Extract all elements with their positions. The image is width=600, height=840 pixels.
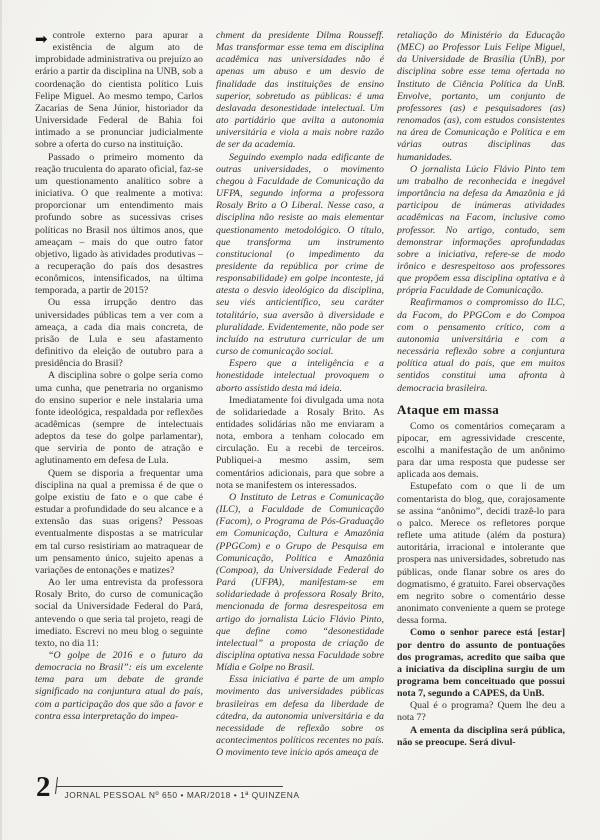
footer-issue-text: JORNAL PESSOAL Nº 650 • MAR/2018 • 1ª QUINZENA (56, 786, 283, 800)
article-columns (35, 30, 565, 775)
article-paragraph: A disciplina sobre o golpe seria como uma cunha, que penetraria no organismo do ensino superior e nele instalaria uma fonte ideológica, respaldada por reflexões acadêmicas (sempre de intelectuais adeptos da tese do golpe parlamentar), que serviria de ponto de atração e aglutinamento em defesa de Lula. (35, 370, 203, 467)
article-paragraph: ➡ controle externo para apurar a existência de algum ato de improbidade administrativa ou prejuízo ao erário a partir da disciplina na UNB, sob a coordenação do cientista político Luis Felipe Miguel. Ao mesmo tempo, Carlos Zacarias de Sena Júnior, historiador da Universidade Federal de Bahia foi intimado a se pronunciar judicialmente sobre a oferta do curso na instituição. (35, 30, 203, 151)
footer-rule-block (56, 774, 300, 800)
article-paragraph: chment da presidente Dilma Rousseff. Mas transformar esse tema em disciplina acadêmica nas universidades não é apenas um abuso e um desvio de finalidade das instituições de ensino superior, sobretudo as públicas: é uma deslavada desonestidade intelectual. Um ato partidário que avilta a autonomia universitária e viola a mais nobre razão de ser da academia. (216, 30, 384, 151)
article-paragraph: Seguindo exemplo nada edificante de outras universidades, o movimento chegou à Faculdade de Comunicação da UFPA, segundo informa a professora Rosaly Brito a O Liberal. Nesse caso, a disciplina não resiste ao mais elementar questionamento metodológico. O título, que transforma um instrumento constitucional (o impedimento da presidente da república por crime de responsabilidade) em golpe inconteste, já atesta o desvio ideológico da disciplina, seu viés anticientífico, seu caráter totalitário, sua aversão à diversidade e pluralidade. Evidentemente, não pode ser incluído na estrutura curricular de um curso de comunicação social. (216, 151, 384, 358)
jump-arrow-icon: ➡ (35, 30, 48, 48)
page-footer (36, 771, 300, 803)
article-paragraph: retaliação do Ministério da Educação (MEC) ao Professor Luis Felipe Miguel, da Universidade de Brasília (UnB), por disciplina sobre esse tema ofertada no Instituto de Ciência Política da UnB. Envolve, portanto, um conjunto de professores (as) e pesquisadores (as) renomados (as), com estudos consistentes na área de Comunicação e Política e em várias outras disciplinas das humanidades. (397, 30, 565, 163)
article-paragraph: Ao ler uma entrevista da professora Rosaly Brito, do curso de comunicação social da Universidade Federal do Pará, antevendo o que seria tal projeto, reagi de imediato. Escrevi no meu blog o seguinte texto, no dia 11: (35, 577, 203, 649)
article-paragraph: Como os comentários começaram a pipocar, em agressividade crescente, escolhi a manifestação de um anônimo para dar uma resposta que pudesse ser aplicada aos demais. (397, 420, 565, 481)
article-column-2 (216, 30, 384, 775)
article-paragraph: Reafirmamos o compromisso do ILC, da Facom, do PPGCom e do Compoa com o pensamento crítico, com a autonomia universitária e com a necessária reflexão sobre a conjuntura política atual do país, que em muitos sentidos constitui uma afronta à democracia brasileira. (397, 297, 565, 394)
article-paragraph: Passado o primeiro momento da reação truculenta do aparato oficial, faz-se um questionamento analítico sobre a iniciativa. O que realmente a motiva: proporcionar um entendimento mais profundo sobre as sucessivas crises políticas no Brasil nos últimos anos, que ameaçam – mais do que outro fator objetivo, ligado às atividades produtivas – a recuperação do país dos desastres econômicos, intensificados, na última temporada, a partir de 2015? (35, 151, 203, 297)
article-paragraph: Espero que a inteligência e a honestidade intelectual provoquem o aborto assistido desta má ideia. (216, 358, 384, 394)
article-paragraph: A ementa da disciplina será pública, não se preocupe. Será divul- (397, 724, 565, 748)
article-paragraph: Essa iniciativa é parte de um amplo movimento das universidades públicas brasileiras em defesa da liberdade de cátedra, da autonomia universitária e da necessidade de reflexão sobre os acontecimentos políticos recentes no país. O movimento teve início após ameaça de (216, 674, 384, 759)
article-paragraph: Imediatamente foi divulgada uma nota de solidariedade a Rosaly Brito. As entidades solidárias não me enviaram a nota, embora a tenham colocado em circulação. Eu a recebi de terceiros. Publiquei-a mesmo assim, sem comentários adicionais, para que sobre a nota se manifestem os interessados. (216, 394, 384, 491)
page-number: 2 (36, 771, 51, 803)
article-paragraph: Como o senhor parece está [estar] por dentro do assunto de pontuações dos programas, acredito que saiba que a iniciativa da disciplina surgiu de um programa bem conceituado que possui nota 7, segundo a CAPES, da UnB. (397, 627, 565, 700)
article-paragraph: O Instituto de Letras e Comunicação (ILC), a Faculdade de Comunicação (Facom), o Programa de Pós-Graduação em Comunicação, Cultura e Amazônia (PPGCom) e o Grupo de Pesquisa em Comunicação, Política e Amazônia (Compoa), da Universidade Federal do Pará (UFPA), manifestam-se em solidariedade à professora Rosaly Brito, mencionada de forma desrespeitosa em artigo do jornalista Lúcio Flávio Pinto, que define como “desonestidade intelectual” a proposta de criação de disciplina optativa nessa Faculdade sobre Mídia e Golpe no Brasil. (216, 491, 384, 674)
article-paragraph: Qual é o programa? Quem lhe deu a nota 7? (397, 700, 565, 724)
article-column-1 (35, 30, 203, 775)
article-paragraph: Ou essa irrupção dentro das universidades públicas tem a ver com a ameaça, a cada dia mais concreta, de prisão de Lula e seu afastamento definitivo da eleição de outubro para a presidência do Brasil? (35, 297, 203, 370)
article-paragraph: Estupefato com o que li de um comentarista do blog, que, corajosamente se assina “anônimo”, decidi trazê-lo para o palco. Merece os refletores porque reflete uma atitude (além da postura) autoritária, irracional e intolerante que prospera nas universidades, sobretudo nas públicas, onde flanar sobre os ares do dogmatismo, é gratuito. Farei observações em negrito sobre o comentário desse anonimato conveniente a quem se protege dessa forma. (397, 481, 565, 627)
article-paragraph: Quem se disporia a frequentar uma disciplina na qual a premissa é de que o golpe existiu de fato e o que cabe é estudar a profundidade do seu alcance e a extensão das suas origens? Pessoas eventualmente dispostas a se matricular em tal curso resistiriam ao matraquear de um pensamento único, sujeito apenas a variações de entonações e matizes? (35, 467, 203, 576)
section-heading: Ataque em massa (397, 401, 499, 417)
article-paragraph: O jornalista Lúcio Flávio Pinto tem um trabalho de reconhecida e inegável importância na defesa da Amazônia e já participou de inúmeras atividades acadêmicas na Facom, inclusive como professor. No artigo, contudo, sem demonstrar informações aprofundadas sobre a iniciativa, refere-se de modo irônico e desrespeitoso aos professores que propõem essa disciplina optativa e à própria Faculdade de Comunicação. (397, 163, 565, 297)
article-paragraph: “O golpe de 2016 e o futuro da democracia no Brasil”: eis um excelente tema para um debate de grande significado na conjuntura atual do país, com a participação dos que são a favor e contra essa interpretação do impea- (35, 649, 203, 722)
article-column-3 (397, 30, 565, 775)
